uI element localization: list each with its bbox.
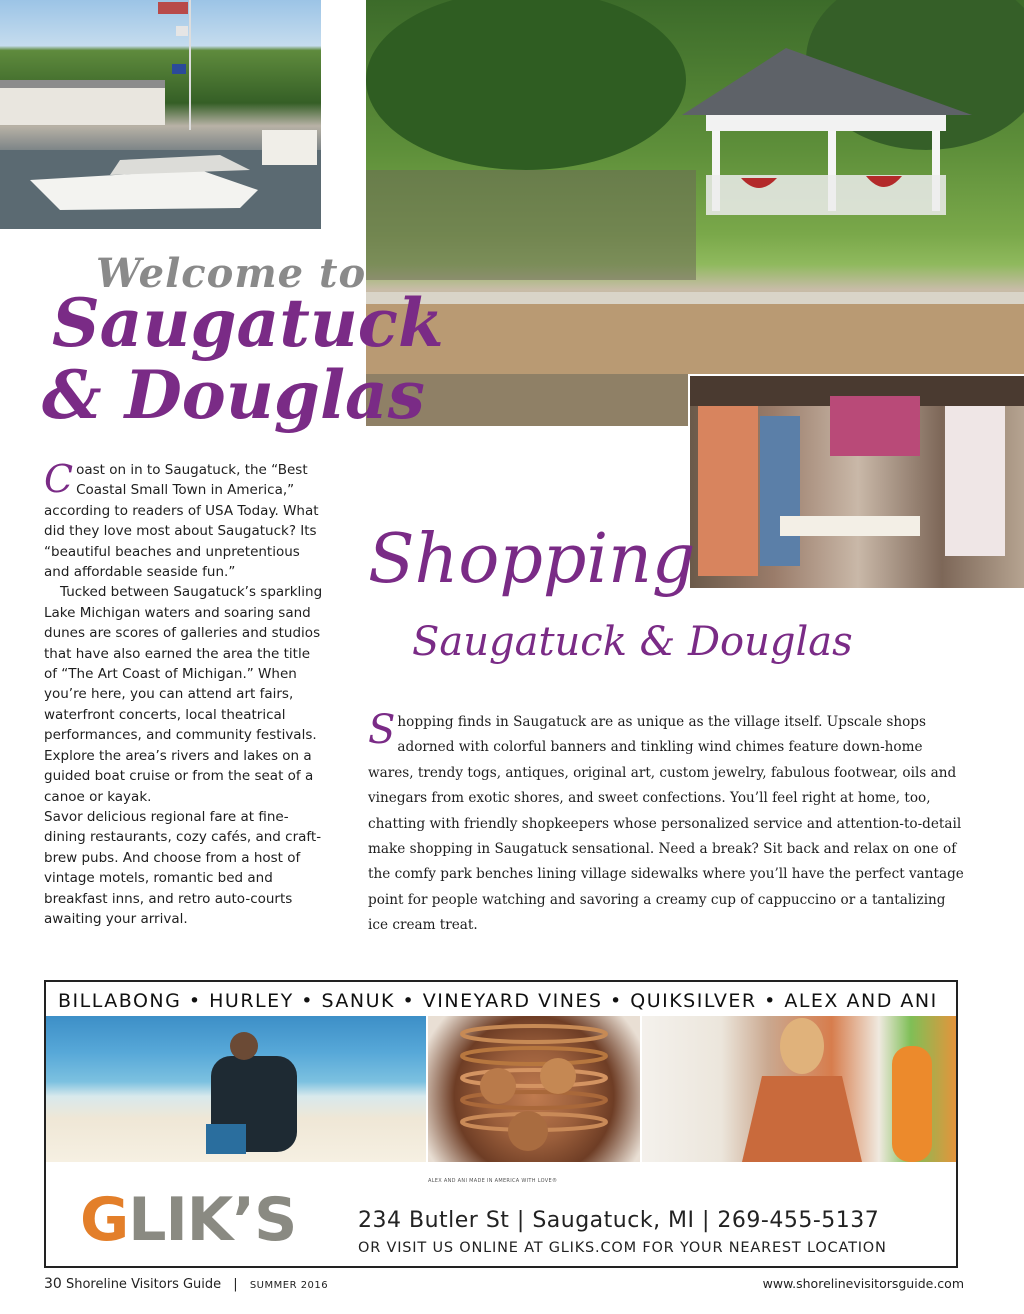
clothing-store-photo xyxy=(688,374,1024,590)
gazebo-photo-art xyxy=(366,0,1024,426)
gliks-logo xyxy=(80,1185,297,1255)
intro-paragraph-1 xyxy=(44,457,326,582)
store-photo-art xyxy=(690,376,1024,588)
intro-dropcap: C xyxy=(44,457,74,501)
gliks-logo-rest: LIK’S xyxy=(128,1185,297,1255)
footer-separator: | xyxy=(233,1277,238,1292)
ad-jewelry-photo xyxy=(428,1016,640,1162)
shopping-heading: Shopping xyxy=(368,520,696,599)
shopping-text: hopping finds in Saugatuck are as unique as the village itself. Upscale shops adorned with colorful banners and tinkling wind chimes feature down-home wares, trendy togs, antiques, original art, custom jewelry, fabulous footwear, oils and vinegars from exotic shores, and sweet confections. You’ll feel right at home, too, chatting with friendly shopkeepers whose personalized service and attention-to-detail make shopping in Saugatuck sensational. Need a break? Sit back and relax on one of the comfy park benches lining village sidewalks where you’ll have the perfect vantage point for people watching and savoring a creamy cup of cappuccino or a tantalizing ice cream treat. xyxy=(368,714,964,934)
shopping-article xyxy=(368,707,968,939)
page-footer-left xyxy=(44,1276,328,1292)
ad-website-line[interactable]: OR VISIT US ONLINE AT GLIKS.COM FOR YOUR NEAREST LOCATION xyxy=(358,1240,887,1256)
shopping-subheading: Saugatuck & Douglas xyxy=(412,619,853,665)
ad-brand-list: BILLABONG • HURLEY • SANUK • VINEYARD VINES • QUIKSILVER • ALEX AND ANI xyxy=(58,990,938,1012)
footer-url[interactable]: www.shorelinevisitorsguide.com xyxy=(762,1276,964,1291)
welcome-to-heading: Welcome to xyxy=(96,250,367,297)
shopping-dropcap: S xyxy=(368,707,396,753)
beach-photo-art xyxy=(46,1016,426,1162)
douglas-heading: & Douglas xyxy=(42,356,425,434)
intro-paragraph-2: Tucked between Saugatuck’s sparkling Lake Michigan waters and soaring sand dunes are scores of galleries and studios that have also earned the area the title of “The Art Coast of Michigan.” When you’re here, you can attend art fairs, waterfront concerts, local theatrical performances, and community festivals. Explore the area’s rivers and lakes on a guided boat cruise or from the seat of a canoe or kayak. xyxy=(44,584,323,805)
marina-photo xyxy=(0,0,321,229)
intro-article xyxy=(44,457,326,929)
publication-name: Shoreline Visitors Guide xyxy=(65,1277,222,1292)
intro-p1-text: oast on in to Saugatuck, the “Best Coastal Small Town in America,” according to readers of USA Today. What did they love most about Saugatuck? Its “beautiful beaches and unpretentious and affordable seaside fun.” xyxy=(44,462,319,581)
shopping-paragraph xyxy=(368,707,968,939)
ad-address: 234 Butler St | Saugatuck, MI | 269-455-5137 xyxy=(358,1208,880,1233)
saugatuck-heading: Saugatuck xyxy=(52,284,444,362)
intro-paragraph-3: Savor delicious regional fare at fine-dining restaurants, cozy cafés, and craft-brew pubs. And choose from a host of vintage motels, romantic bed and breakfast inns, and retro auto-courts awaiting your arrival. xyxy=(44,808,322,927)
page-number: 30 xyxy=(44,1276,62,1292)
ad-photo-caption: ALEX AND ANI MADE IN AMERICA WITH LOVE® xyxy=(428,1178,558,1184)
issue-season: SUMMER 2016 xyxy=(249,1280,329,1291)
gazebo-waterfront-photo xyxy=(366,0,1024,426)
gliks-logo-g: G xyxy=(80,1185,129,1255)
ad-beach-photo xyxy=(46,1016,426,1162)
ad-fashion-photo xyxy=(642,1016,958,1162)
fashion-photo-art xyxy=(642,1016,958,1162)
marina-photo-art xyxy=(0,0,321,229)
jewelry-photo-art xyxy=(428,1016,640,1162)
gliks-advertisement[interactable] xyxy=(44,980,958,1268)
